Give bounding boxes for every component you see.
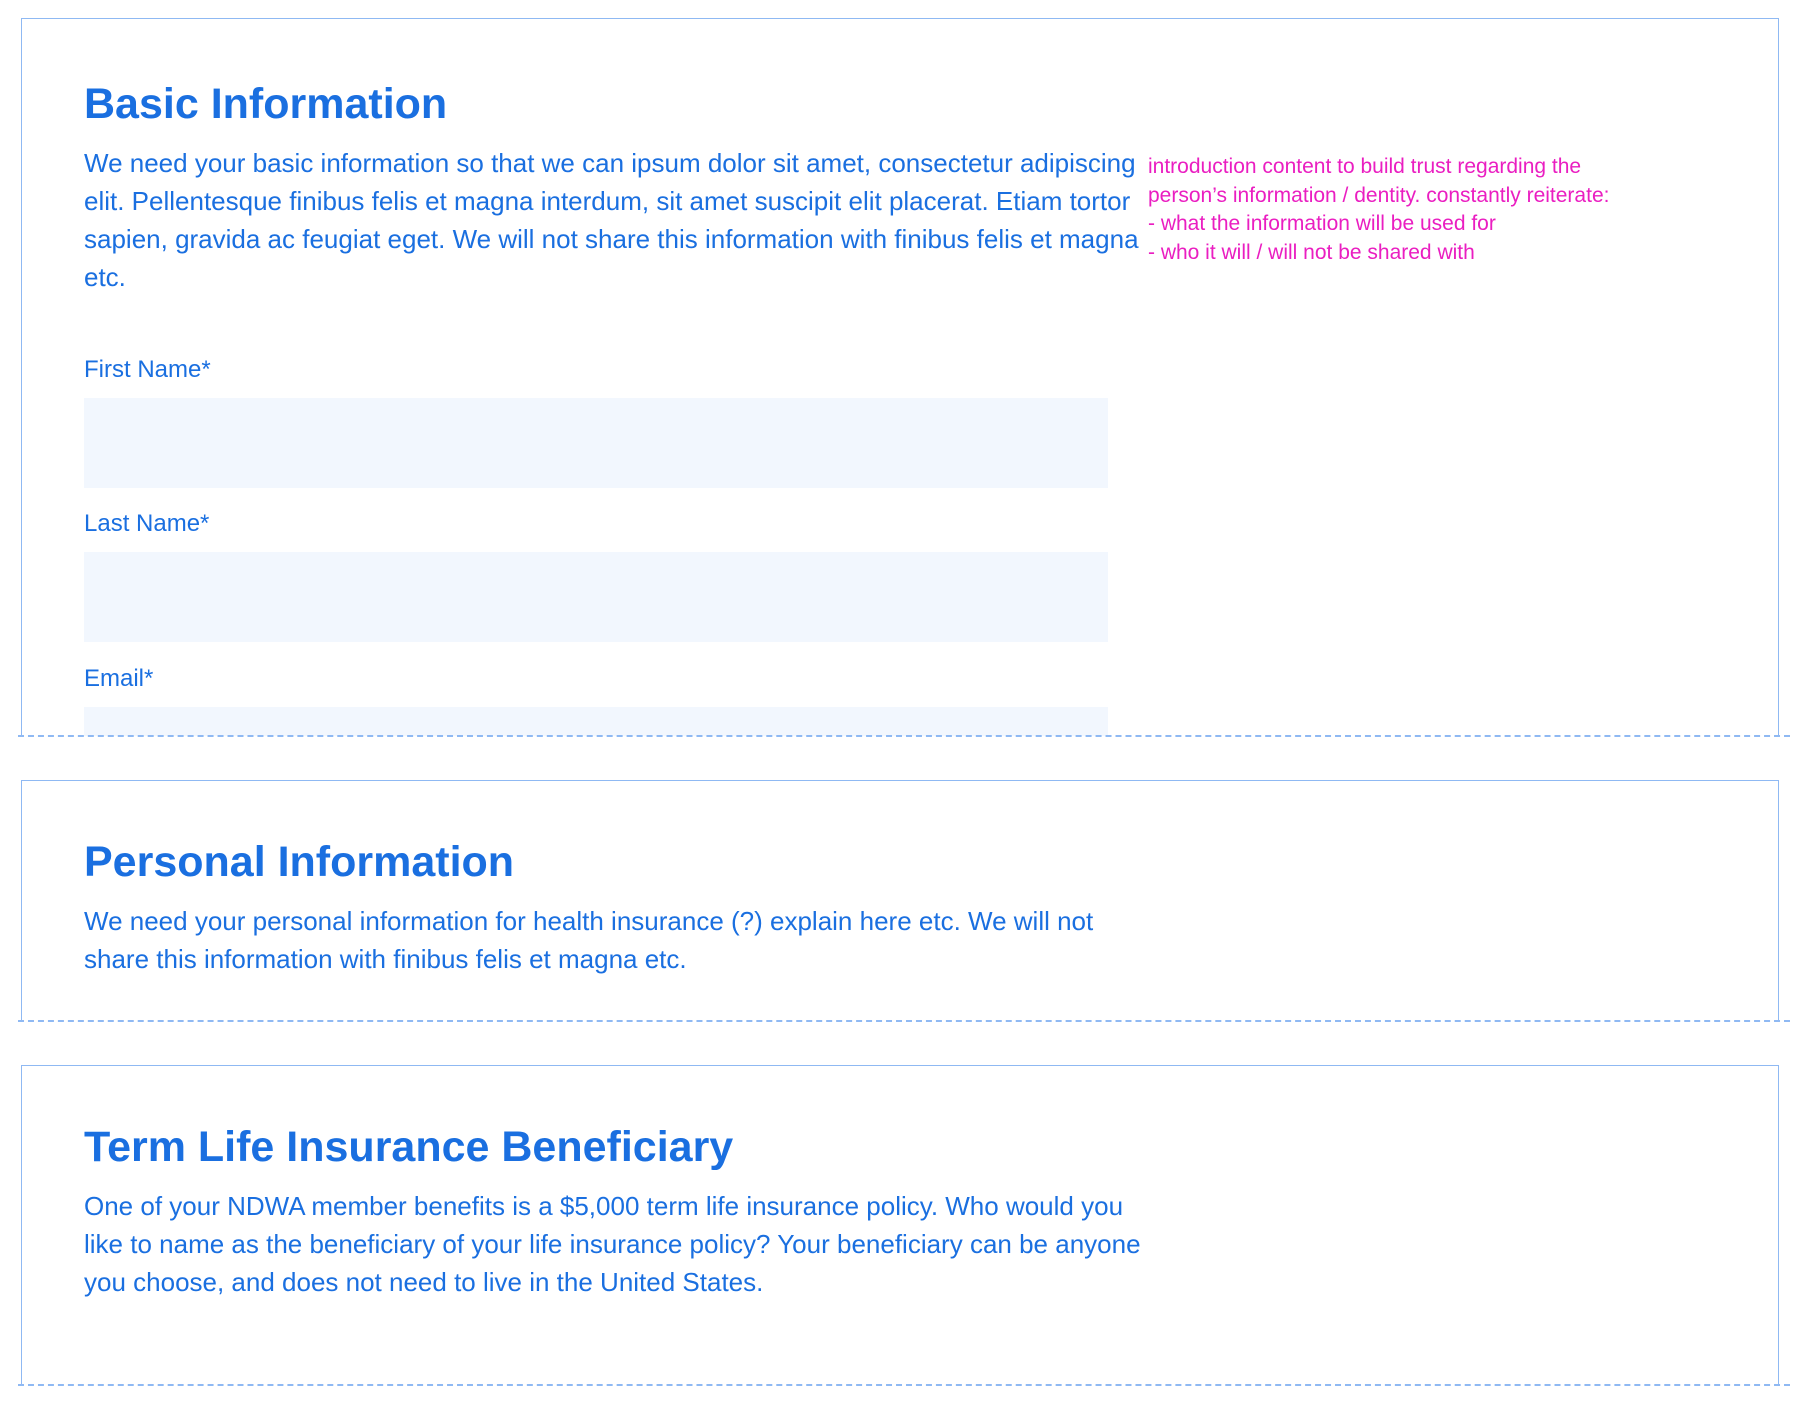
trust-annotation-note bbox=[1148, 153, 1748, 267]
beneficiary-title: Term Life Insurance Beneficiary bbox=[84, 1123, 734, 1171]
annotation-line: person’s information / dentity. constantly reiterate: bbox=[1148, 183, 1610, 207]
annotation-line: - who it will / will not be shared with bbox=[1148, 240, 1475, 264]
personal-information-section bbox=[21, 780, 1779, 1021]
annotation-line: - what the information will be used for bbox=[1148, 212, 1496, 235]
first-name-field[interactable] bbox=[84, 398, 1108, 488]
personal-information-title: Personal Information bbox=[84, 838, 515, 886]
last-name-field[interactable] bbox=[84, 552, 1108, 642]
section-divider bbox=[18, 1384, 1790, 1386]
basic-information-title: Basic Information bbox=[84, 80, 448, 128]
last-name-label: Last Name* bbox=[84, 510, 210, 537]
section-divider bbox=[18, 1020, 1790, 1022]
beneficiary-description: One of your NDWA member benefits is a $5,000 term life insurance policy. Who would you like to name as the beneficiary of your life insurance policy? Your beneficiary can be anyone you choose, and does not need to live in the United States. bbox=[84, 1191, 1141, 1297]
first-name-label: First Name* bbox=[84, 356, 211, 383]
email-field[interactable] bbox=[84, 707, 1108, 736]
beneficiary-section bbox=[21, 1065, 1779, 1385]
basic-information-section bbox=[21, 18, 1779, 736]
personal-information-description: We need your personal information for health insurance (?) explain here etc. We will not share this information with finibus felis et magna etc. bbox=[84, 906, 1094, 974]
email-label: Email* bbox=[84, 665, 154, 692]
basic-information-description: We need your basic information so that we can ipsum dolor sit amet, consectetur adipiscing elit. Pellentesque finibus felis et magna interdum, sit amet suscipit elit placerat. Etiam tortor sapien, gravida ac feugiat eget. We will not share this information with finibus felis et magna etc. bbox=[84, 148, 1139, 292]
section-divider bbox=[18, 735, 1790, 737]
annotation-line: introduction content to build trust regarding the bbox=[1148, 155, 1582, 178]
